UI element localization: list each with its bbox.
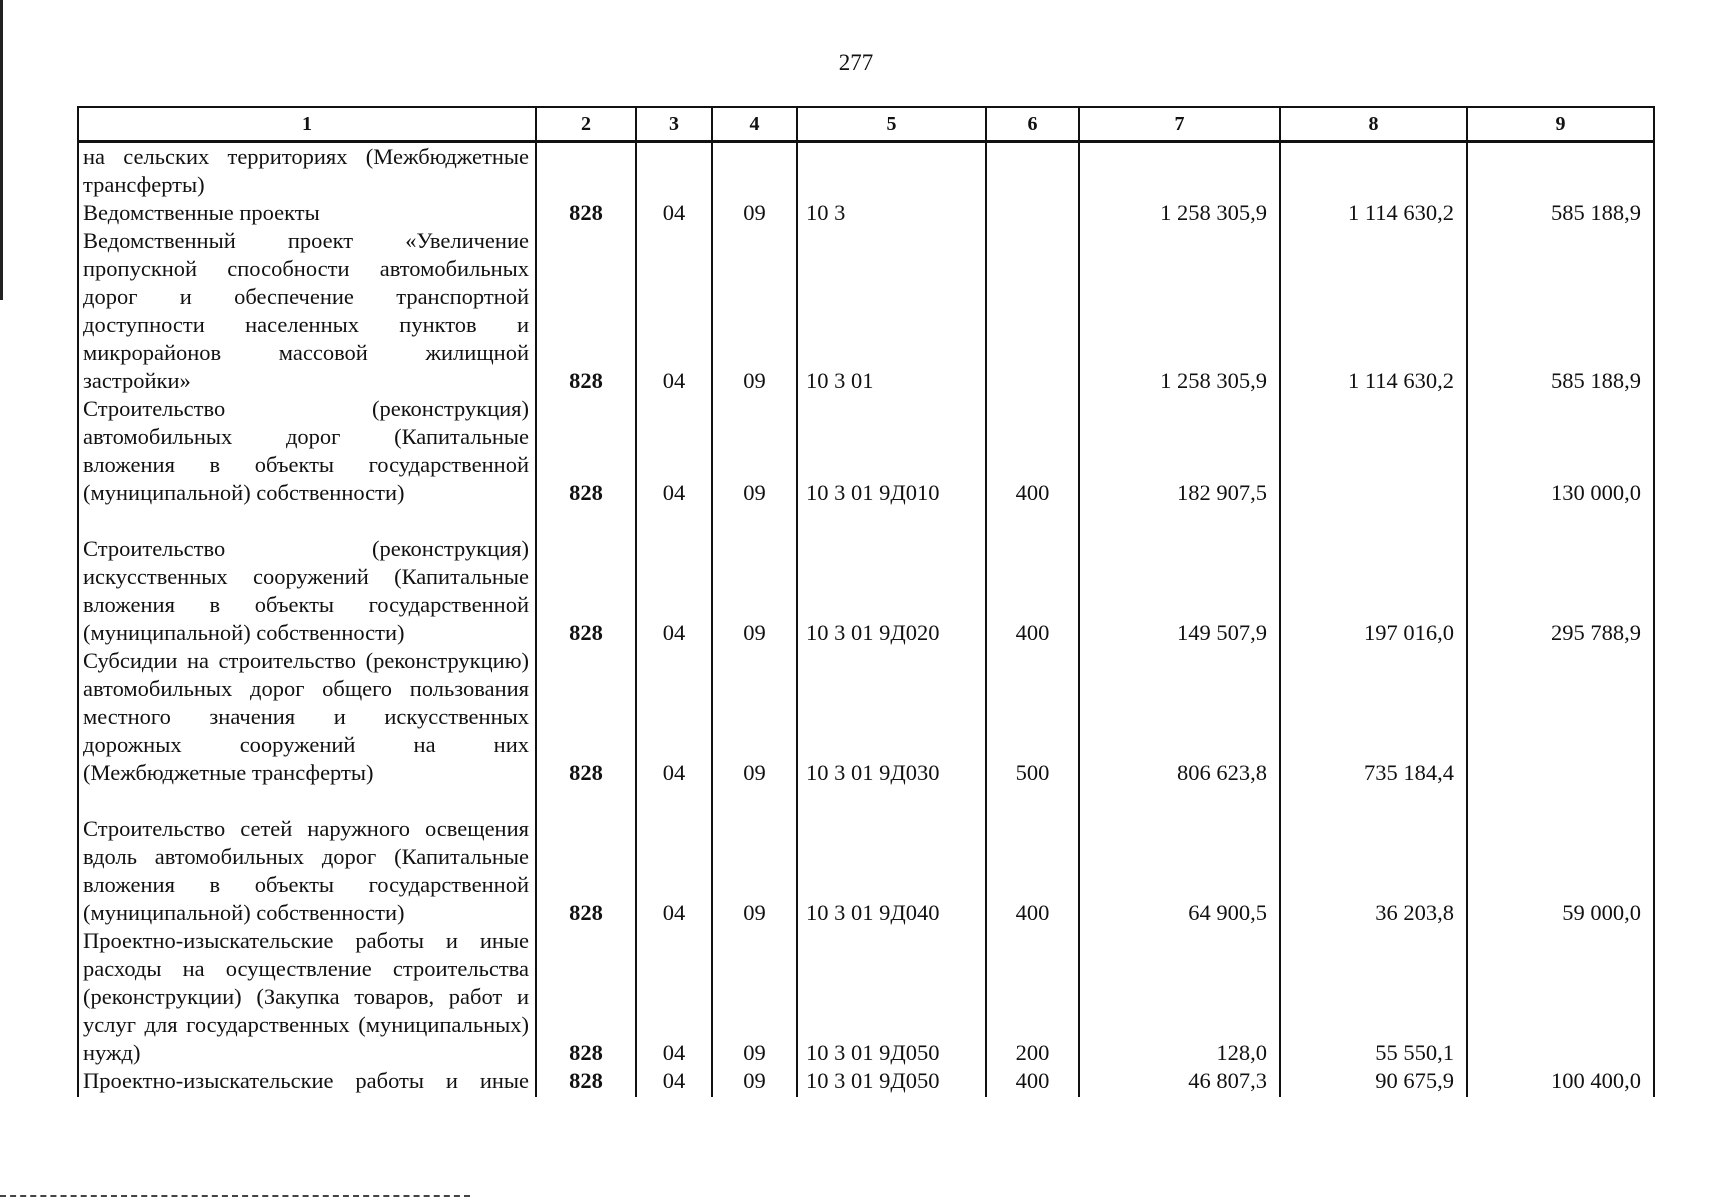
table-row xyxy=(78,227,1654,395)
cell-col-5: 10 3 01 9Д050 xyxy=(797,1067,986,1097)
header-col-7: 7 xyxy=(1079,107,1280,142)
table-row xyxy=(78,927,1654,1067)
cell-col-4: 09 xyxy=(712,199,797,227)
cell-col-8: 1 114 630,2 xyxy=(1280,199,1467,227)
table-row xyxy=(78,395,1654,507)
cell-col-2: 828 xyxy=(536,199,636,227)
cell-col-7: 128,0 xyxy=(1079,927,1280,1067)
cell-col-4: 09 xyxy=(712,1067,797,1097)
row-description: Строительство (реконструкция) искусственных сооружений (Капитальные вложения в объекты государственной (муниципальной) собственности) xyxy=(78,507,536,647)
cell-col-9 xyxy=(1467,927,1654,1067)
bottom-scan-line xyxy=(0,1195,470,1197)
cell-col-8 xyxy=(1280,395,1467,507)
table-row xyxy=(78,142,1654,200)
cell-col-2: 828 xyxy=(536,227,636,395)
cell-col-8: 735 184,4 xyxy=(1280,647,1467,787)
page-number: 277 xyxy=(838,50,874,75)
cell-col-6: 400 xyxy=(986,507,1079,647)
cell-col-8: 36 203,8 xyxy=(1280,787,1467,927)
cell-col-6: 400 xyxy=(986,395,1079,507)
cell-col-5: 10 3 01 xyxy=(797,227,986,395)
cell-col-4: 09 xyxy=(712,647,797,787)
cell-col-6: 400 xyxy=(986,1067,1079,1097)
cell-col-8: 1 114 630,2 xyxy=(1280,227,1467,395)
cell-col-9: 585 188,9 xyxy=(1467,199,1654,227)
cell-col-9: 130 000,0 xyxy=(1467,395,1654,507)
header-col-4: 4 xyxy=(712,107,797,142)
cell-col-6: 500 xyxy=(986,647,1079,787)
cell-col-7: 182 907,5 xyxy=(1079,395,1280,507)
cell-col-5 xyxy=(797,142,986,200)
table-row xyxy=(78,787,1654,927)
cell-col-2: 828 xyxy=(536,787,636,927)
cell-col-2: 828 xyxy=(536,395,636,507)
cell-col-2 xyxy=(536,142,636,200)
cell-col-8 xyxy=(1280,142,1467,200)
cell-col-2: 828 xyxy=(536,927,636,1067)
cell-col-7: 149 507,9 xyxy=(1079,507,1280,647)
cell-col-5: 10 3 xyxy=(797,199,986,227)
cell-col-6: 200 xyxy=(986,927,1079,1067)
cell-col-6 xyxy=(986,227,1079,395)
cell-col-3: 04 xyxy=(636,647,712,787)
header-row xyxy=(78,107,1654,142)
header-col-9: 9 xyxy=(1467,107,1654,142)
cell-col-3: 04 xyxy=(636,395,712,507)
cell-col-2: 828 xyxy=(536,507,636,647)
cell-col-5: 10 3 01 9Д050 xyxy=(797,927,986,1067)
cell-col-9: 59 000,0 xyxy=(1467,787,1654,927)
row-description: на сельских территориях (Межбюджетные трансферты) xyxy=(78,142,536,200)
cell-col-3: 04 xyxy=(636,787,712,927)
cell-col-8: 55 550,1 xyxy=(1280,927,1467,1067)
table-row xyxy=(78,647,1654,787)
cell-col-4 xyxy=(712,142,797,200)
cell-col-9: 585 188,9 xyxy=(1467,227,1654,395)
cell-col-5: 10 3 01 9Д030 xyxy=(797,647,986,787)
cell-col-7: 46 807,3 xyxy=(1079,1067,1280,1097)
cell-col-7: 1 258 305,9 xyxy=(1079,199,1280,227)
cell-col-6 xyxy=(986,142,1079,200)
row-description: Ведомственные проекты xyxy=(78,199,536,227)
cell-col-7: 1 258 305,9 xyxy=(1079,227,1280,395)
cell-col-2: 828 xyxy=(536,1067,636,1097)
cell-col-7: 64 900,5 xyxy=(1079,787,1280,927)
row-description: Строительство (реконструкция) автомобильных дорог (Капитальные вложения в объекты государственной (муниципальной) собственности) xyxy=(78,395,536,507)
cell-col-3 xyxy=(636,142,712,200)
table-row xyxy=(78,507,1654,647)
header-col-5: 5 xyxy=(797,107,986,142)
cell-col-4: 09 xyxy=(712,927,797,1067)
cell-col-2: 828 xyxy=(536,647,636,787)
cell-col-5: 10 3 01 9Д040 xyxy=(797,787,986,927)
cell-col-4: 09 xyxy=(712,227,797,395)
budget-table xyxy=(77,106,1655,1097)
cell-col-4: 09 xyxy=(712,507,797,647)
cell-col-9: 100 400,0 xyxy=(1467,1067,1654,1097)
cell-col-5: 10 3 01 9Д020 xyxy=(797,507,986,647)
cell-col-9: 295 788,9 xyxy=(1467,507,1654,647)
cell-col-5: 10 3 01 9Д010 xyxy=(797,395,986,507)
cell-col-8: 90 675,9 xyxy=(1280,1067,1467,1097)
header-col-2: 2 xyxy=(536,107,636,142)
row-description: Проектно-изыскательские работы и иные расходы на осуществление строительства (реконструкции) (Закупка товаров, работ и услуг для государственных (муниципальных) нужд) xyxy=(78,927,536,1067)
row-description: Строительство сетей наружного освещения вдоль автомобильных дорог (Капитальные вложения в объекты государственной (муниципальной) собственности) xyxy=(78,787,536,927)
scan-edge-mark xyxy=(0,0,3,300)
header-col-3: 3 xyxy=(636,107,712,142)
cell-col-3: 04 xyxy=(636,227,712,395)
table-row xyxy=(78,1067,1654,1097)
table-row xyxy=(78,199,1654,227)
cell-col-7: 806 623,8 xyxy=(1079,647,1280,787)
cell-col-3: 04 xyxy=(636,1067,712,1097)
cell-col-6 xyxy=(986,199,1079,227)
row-description: Ведомственный проект «Увеличение пропускной способности автомобильных дорог и обеспечение транспортной доступности населенных пунктов и микрорайонов массовой жилищной застройки» xyxy=(78,227,536,395)
header-col-6: 6 xyxy=(986,107,1079,142)
cell-col-3: 04 xyxy=(636,507,712,647)
row-description: Проектно-изыскательские работы и иные xyxy=(78,1067,536,1097)
cell-col-3: 04 xyxy=(636,199,712,227)
header-col-8: 8 xyxy=(1280,107,1467,142)
cell-col-4: 09 xyxy=(712,395,797,507)
cell-col-9 xyxy=(1467,142,1654,200)
cell-col-4: 09 xyxy=(712,787,797,927)
cell-col-3: 04 xyxy=(636,927,712,1067)
header-col-1: 1 xyxy=(78,107,536,142)
cell-col-9 xyxy=(1467,647,1654,787)
cell-col-7 xyxy=(1079,142,1280,200)
cell-col-6: 400 xyxy=(986,787,1079,927)
row-description: Субсидии на строительство (реконструкцию) автомобильных дорог общего пользования местного значения и искусственных дорожных сооружений на них (Межбюджетные трансферты) xyxy=(78,647,536,787)
cell-col-8: 197 016,0 xyxy=(1280,507,1467,647)
